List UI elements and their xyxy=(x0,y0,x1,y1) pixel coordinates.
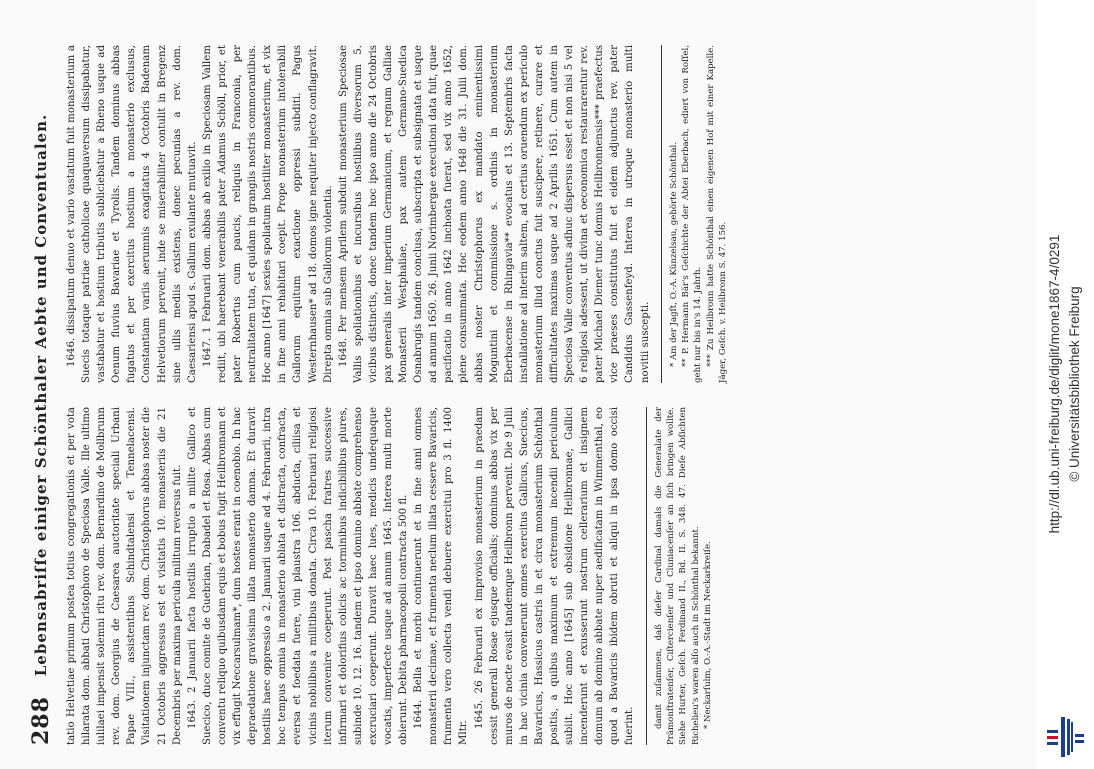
right-column xyxy=(64,45,730,383)
footnote-rule xyxy=(661,45,662,383)
right-footnote-3: *** Zu Heilbronn hatte Schönthal einen eigenen Hof mit einer Kapelle. Jäger, Geſch. v. Heilbronn S. 47. 156. xyxy=(705,44,729,383)
left-paragraph-4: 1645. 26 Februarii ex improviso monasterium in praedam cessit generali Rosae ejusque officialis; dominus abbas vix per muros de nocte evasit tandemque Heilbronn pervenit. Die 9 Julii in hac vicinia convenerunt omnes exercitus Gallicus, Suecicus, Bavaricus, Hassicus castris in et circa monasterium Schönthal positis, a quibus maximum et extremum incendii periculum subiit. Hoc anno [1645] sub obsidione Heilbronnae, Gallici incenderunt et exusserunt nostrum cellerarium et insignem domum ab domino abbate nuper aedificatam in Wimmenthal, eo quod a Bavaricis ibidem obruti et aliqui in ipsa domo occisi fuerint. xyxy=(473,406,636,745)
left-paragraph-1: tatio Helvetiae primum postea totius congregationis et per vota hilarata dom. abbati Christophoro de Speciosa Valle. Ille ultimo iulilaei impensit solemni ritu rev. dom. Bernardino de Mollbrunn rev. dom. Georgius de Caesarea auctoritate speciali Urbani Papae VIII., assistentibus Schindtalensi et Tennelacensi. Visitationem injunctam rev. dom. Christophorus abbas noster die 21 Octobris aggressus est et visitatis 10. monasteriis die 21 Decembris per maxima pericula militum reversus fuit. xyxy=(66,406,183,745)
source-url-link[interactable]: http://dl.ub.uni-freiburg.de/diglit/mone1867-4/0291 xyxy=(1047,234,1062,534)
running-head xyxy=(26,45,54,745)
right-paragraph-3: 1648. Per mensem Aprilem subduit monasterium Speciosae Vallis spoliationibus et incursibus hostilibus diversorum 5. vicibus distinctis, donec tandem hoc ipso anno die 24 Octobris pax generalis inter imperium Germanicum, et regnum Galliae Monasterii Westphaliae, pax autem Germano-Suedica Osnabrugis tandem conclusa, subscripta et subsignata et usque ad annum 1650. 26. Junii Norimbergae executioni data fuit, quae pacificatio in anno 1642 inchoata fuerat, sed vix anno 1652, plene consummata. Hoc eodem anno 1648 die 31. Julii dom. abbas noster Christophorus ex mandato eminentissimi Moguntini et commissione s. ordinis in monasterium Eberbacense in Rhingavia** evocatus et 13. Septembris facta installatione ad interim saltem, ad certius oruendum ex periculo monasterium illud conctus fuit suscipere, retinere, curare et difficultates maximas usque ad 2 Aprilis 1651. Cum autem in Speciosa Valle conventus adhuc dispersus esset et non nisi 5 vel 6 religiosi adessent, ut divina et oeconomica restaurarentur rev. pater Michael Diemer tunc domus Heilbronnensis*** praefectus vice praeses constitutus fuit et eidem adjunctus rev. pater Candidus Gassenfeyd. Interea in utroque monasterio multi novitii suscepti. xyxy=(337,44,651,383)
right-paragraph-2: 1647. 1 Februarii dom. abbas ab exilio in Speciosam Vallem rediit, ubi haerebant venerabilis pater Adamus Schöll, prior, et pater Robertus cum paucis, reliquis in Franconia, per neutralitatem tuta, et quidam in grangiis nostris commorantibus. Hoc anno [1647] sexies spoliatum hostiliter monasterium, et vix in fine anni rehabitari coepit. Prope monasterium intolerabili Gallorum equitum exactione oppressi subditi. Pagus Westernhausen* ad 18. domos igne nequiter injecto conflagravit. Direpta omnia sub Gallorum violentia. xyxy=(201,44,334,383)
page-number: 288 xyxy=(28,695,54,745)
library-sidebar xyxy=(1036,0,1094,769)
rotated-page-content xyxy=(18,25,1018,745)
library-logo-icon xyxy=(1044,716,1086,758)
left-paragraph-3: 1644. Bella et morbi continuerunt et in fine anni omnes monasterii decimae, et frumenta neclum illata cessere Bavaricis, frumenta vero collecta vendi debuere exercitui pro 3 fl. 1400 Mltr. xyxy=(413,406,470,745)
right-paragraph-1: 1646. dissipatum denuo et vario vastatum fuit monasterium a Suecis totaque patriae catholicae quaquaversum dissipabatur, vastabatur et hostium tributis subliciebatur a Rheno usque ad Oenum fluvius Bavariae et Tyrolis. Tandem dominus abbas fugatus et per exercitus hostium a monasterio exclusus, Constantiam variis aerumnis exagitatus 4 Octobris Badenam Helvetiorum pervenit, inde se miserabiliter contulit in Bregenz sine ullis mediis existens, donec pecunias a rev. dom. Caesariensi apud s. Gallum exulante mutuavit. xyxy=(66,44,198,383)
left-footnote-2: * Neckarſulm, O.-A.-Stadt im Neckarkreiſe. xyxy=(703,540,714,729)
running-title: Lebensabriſſe einiger Schönthaler Aebte und Conventualen. xyxy=(32,113,50,676)
right-footnote-1: * Am der Jagſt, O.-A. Künzelsau, gehörte Schönthal. xyxy=(668,141,679,367)
left-paragraph-2: 1643. 2 Januarii facta hostilis irruptio a milite Gallico et Suecico, duce comite de Guebrian, Dabadel et Rosa. Abbas cum conventu reliquo quibusdam equis et bobus fugit Heilbronnam et vix effugit Neccarsulmam*, dum hostes erant in coenobio. In hac depraedatione gravissima illata monasterio damna. Et duravit hostilis haec oppressio a 2. Januarii usque ad 4. Februarii, intra hoc tempus omnia in monasterio ablata et distracta, confracta, eversa et foedata fuere, vini plaustra 106. abducta, ciliisa et vicinis nobilibus a militibus donata. Circa 10. Februarii religiosi iterum convenire coeperunt. Post pascha fratres successive infirmari et dolorifius colicis ac torminibus indicibilibus plures, subinde 10. 12. 16. tandem et ipso domino abbate comprehenso excruciari coeperunt. Duravit haec lues, medicis undequaque vocatis, imperfecte usque ad annum 1645. Interea multi morte obierunt. Debita pharmacopolii contracta 500 fl. xyxy=(186,406,410,745)
text-columns xyxy=(64,45,730,745)
sidebar-text xyxy=(1045,235,1085,534)
copyright-notice: © Universitätsbibliothek Freiburg xyxy=(1067,286,1082,482)
footnote-rule xyxy=(646,407,647,745)
right-footnote-2: ** P. Hermann Bär's Geſchichte der Abtei Eberbach, ediert von Roſſel, geht nur bis in's 14. Jahrh. xyxy=(681,44,704,383)
left-footnote-1: damit zuſammen, daß dieſer Cardinal damals die Generalate der Prämonſtratenſer, Ciſtercienſer und Cluniacenſer an ſich bringen wollte. Siehe Hurter, Geſch. Ferdinand II., Bd. II. S. 348. 47. Dieſe Abſichten Richelieu's waren alſo auch in Schönthal bekannt. xyxy=(653,406,701,745)
left-column xyxy=(64,407,730,745)
